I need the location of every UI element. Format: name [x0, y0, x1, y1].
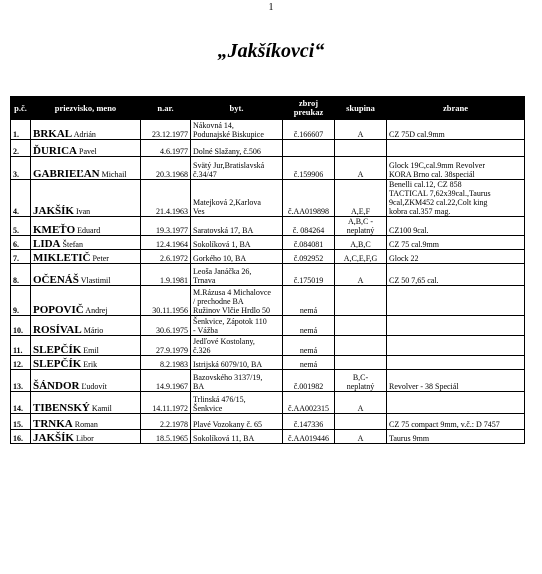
address-text: Sokolíková 11, BA	[193, 434, 255, 443]
weapon-permit	[283, 140, 335, 157]
row-index	[11, 316, 31, 336]
person-name	[31, 370, 141, 392]
given-name: Michail	[101, 170, 127, 179]
header-name: priezvisko, meno	[31, 97, 141, 120]
page-number: 1	[268, 2, 274, 13]
weapons	[387, 316, 525, 336]
permit-group	[335, 180, 387, 217]
address	[191, 370, 283, 392]
address-text: Dolné Slažany, č.506	[193, 147, 261, 156]
table-row	[11, 120, 525, 140]
birth-date-text: 8.2.1983	[160, 360, 188, 369]
birth-date-text: 1.9.1981	[160, 276, 188, 285]
permit-text: č.147336	[293, 420, 324, 429]
birth-date	[141, 217, 191, 236]
given-name: Ľudovít	[81, 382, 107, 391]
permit-text: nemá	[299, 346, 318, 355]
permit-group	[335, 356, 387, 370]
address-text: Sokolíková 1, BA	[193, 240, 251, 249]
person-name	[31, 286, 141, 316]
permit-group	[335, 316, 387, 336]
surname: SLEPČÍK	[33, 344, 82, 356]
given-name: Eduard	[77, 226, 101, 235]
address-text: Matejková 2,Karlova Ves	[193, 198, 261, 216]
row-index-text: 9.	[13, 306, 19, 315]
weapon-permit	[283, 250, 335, 264]
given-name: Mário	[83, 326, 104, 335]
table-row	[11, 180, 525, 217]
person-name	[31, 336, 141, 356]
weapons	[387, 336, 525, 356]
row-index	[11, 140, 31, 157]
person-name	[31, 140, 141, 157]
weapons-text: Taurus 9mm	[389, 434, 430, 443]
birth-date	[141, 264, 191, 286]
permit-group	[335, 370, 387, 392]
address	[191, 217, 283, 236]
weapons	[387, 250, 525, 264]
given-name: Pavel	[79, 147, 97, 156]
given-name: Roman	[74, 420, 98, 429]
row-index-text: 12.	[13, 360, 23, 369]
address-text: Bazovského 3137/19, BA	[193, 373, 263, 391]
weapon-permit	[283, 120, 335, 140]
table-row	[11, 414, 525, 430]
weapon-permit	[283, 316, 335, 336]
weapons	[387, 264, 525, 286]
table-row	[11, 392, 525, 414]
surname: BRKAL	[33, 128, 73, 140]
address	[191, 157, 283, 180]
row-index	[11, 370, 31, 392]
person-name	[31, 236, 141, 250]
surname: ŠÁNDOR	[33, 380, 80, 392]
row-index-text: 3.	[13, 170, 19, 179]
weapon-permit	[283, 336, 335, 356]
surname: JAKŠÍK	[33, 432, 74, 444]
weapons-text: Glock 19C,cal.9mm Revolver KORA Brno cal. 38speciál	[389, 161, 485, 179]
given-name: Peter	[92, 254, 109, 263]
table-row	[11, 140, 525, 157]
row-index-text: 1.	[13, 130, 19, 139]
group-text: A	[357, 170, 364, 179]
table-row	[11, 336, 525, 356]
weapons-text: Revolver - 38 Speciál	[389, 382, 459, 391]
given-name: Vlastimil	[80, 276, 111, 285]
weapons-text: CZ 75D cal.9mm	[389, 130, 445, 139]
address-text: Jedľové Kostolany, č.326	[193, 337, 255, 355]
permit-group	[335, 217, 387, 236]
surname: TIBENSKÝ	[33, 402, 90, 414]
given-name: Ivan	[75, 207, 91, 216]
permit-text: nemá	[299, 360, 318, 369]
row-index-text: 14.	[13, 404, 23, 413]
row-index-text: 6.	[13, 240, 19, 249]
weapons-text: Glock 22	[389, 254, 419, 263]
person-name	[31, 316, 141, 336]
address	[191, 356, 283, 370]
group-text: B,C- neplatný	[346, 373, 375, 391]
row-index	[11, 264, 31, 286]
person-name	[31, 250, 141, 264]
address	[191, 430, 283, 444]
address	[191, 120, 283, 140]
address	[191, 336, 283, 356]
permit-group	[335, 120, 387, 140]
row-index	[11, 392, 31, 414]
weapons	[387, 356, 525, 370]
birth-date-text: 14.11.1972	[152, 404, 188, 413]
surname: SLEPČÍK	[33, 358, 82, 370]
weapon-permit	[283, 430, 335, 444]
row-index	[11, 286, 31, 316]
person-name	[31, 430, 141, 444]
roster-table	[10, 96, 525, 444]
birth-date-text: 27.9.1979	[156, 346, 188, 355]
permit-text: č.175019	[293, 276, 324, 285]
birth-date	[141, 336, 191, 356]
weapons	[387, 430, 525, 444]
surname: LIDA	[33, 238, 61, 250]
birth-date	[141, 392, 191, 414]
row-index-text: 2.	[13, 147, 19, 156]
weapons	[387, 180, 525, 217]
address-text: Leoša Janáčka 26, Trnava	[193, 267, 252, 285]
row-index-text: 13.	[13, 382, 23, 391]
weapons	[387, 392, 525, 414]
birth-date-text: 30.11.1956	[152, 306, 188, 315]
weapons	[387, 414, 525, 430]
surname: MIKLETIČ	[33, 252, 91, 264]
birth-date	[141, 120, 191, 140]
permit-text: č.AA002315	[287, 404, 330, 413]
header-born: n.ar.	[141, 97, 191, 120]
permit-text: č.159906	[293, 170, 324, 179]
person-name	[31, 392, 141, 414]
permit-text: nemá	[299, 306, 318, 315]
row-index	[11, 217, 31, 236]
birth-date	[141, 316, 191, 336]
person-name	[31, 157, 141, 180]
permit-text: č.092952	[293, 254, 324, 263]
surname: OČENÁŠ	[33, 274, 79, 286]
row-index	[11, 414, 31, 430]
header-address: byt.	[191, 97, 283, 120]
weapons	[387, 140, 525, 157]
permit-group	[335, 286, 387, 316]
row-index	[11, 250, 31, 264]
permit-group	[335, 140, 387, 157]
weapon-permit	[283, 157, 335, 180]
person-name	[31, 120, 141, 140]
address	[191, 392, 283, 414]
weapons	[387, 370, 525, 392]
group-text: A,C,E,F,G	[343, 254, 378, 263]
group-text: A	[357, 276, 364, 285]
given-name: Andrej	[85, 306, 108, 315]
weapons-text: CZ 50 7,65 cal.	[389, 276, 439, 285]
row-index	[11, 336, 31, 356]
row-index-text: 15.	[13, 420, 23, 429]
surname: POPOVIČ	[33, 304, 84, 316]
weapon-permit	[283, 286, 335, 316]
permit-group	[335, 392, 387, 414]
given-name: Libor	[75, 434, 94, 443]
permit-text: č. 084264	[292, 226, 325, 235]
birth-date	[141, 356, 191, 370]
surname: JAKŠÍK	[33, 205, 74, 217]
address	[191, 286, 283, 316]
address-text: M.Rázusa 4 Michalovce / prechodne BA Ružinov Vlčie Hrdlo 50	[193, 288, 271, 315]
table-row	[11, 370, 525, 392]
weapons	[387, 120, 525, 140]
weapon-permit	[283, 370, 335, 392]
address	[191, 180, 283, 217]
permit-group	[335, 430, 387, 444]
address	[191, 140, 283, 157]
table-row	[11, 316, 525, 336]
permit-group	[335, 336, 387, 356]
group-text: A,B,C - neplatný	[346, 217, 375, 235]
permit-text: č.AA019898	[287, 207, 330, 216]
address-text: Trlinská 476/15, Šenkvice	[193, 395, 246, 413]
table-row	[11, 286, 525, 316]
permit-group	[335, 264, 387, 286]
birth-date-text: 2.6.1972	[160, 254, 188, 263]
birth-date	[141, 140, 191, 157]
person-name	[31, 217, 141, 236]
surname: ĎURICA	[33, 145, 77, 157]
row-index-text: 11.	[13, 346, 23, 355]
birth-date-text: 14.9.1967	[156, 382, 188, 391]
weapons	[387, 286, 525, 316]
header-permit: zbroj preukaz	[283, 97, 335, 120]
row-index	[11, 356, 31, 370]
weapon-permit	[283, 356, 335, 370]
address-text: Gorkého 10, BA	[193, 254, 247, 263]
birth-date	[141, 414, 191, 430]
birth-date	[141, 430, 191, 444]
address-text: Nákovná 14, Podunajské Biskupice	[193, 121, 264, 139]
header-idx: p.č.	[11, 97, 31, 120]
weapon-permit	[283, 180, 335, 217]
birth-date	[141, 180, 191, 217]
table-row	[11, 157, 525, 180]
address	[191, 264, 283, 286]
weapons	[387, 217, 525, 236]
address-text: Istrijská 6079/10, BA	[193, 360, 263, 369]
surname: KMEŤO	[33, 224, 76, 236]
birth-date	[141, 157, 191, 180]
weapon-permit	[283, 217, 335, 236]
table-row	[11, 236, 525, 250]
address	[191, 250, 283, 264]
surname: GABRIEĽAN	[33, 168, 100, 180]
person-name	[31, 264, 141, 286]
address-text: Plavé Vozokany č. 65	[193, 420, 263, 429]
row-index	[11, 157, 31, 180]
birth-date-text: 20.3.1968	[156, 170, 188, 179]
row-index-text: 10.	[13, 326, 23, 335]
group-text: A,B,C	[350, 240, 371, 249]
given-name: Adrián	[73, 130, 96, 139]
document-title: „Jakšíkovci“	[217, 40, 325, 62]
weapon-permit	[283, 264, 335, 286]
person-name	[31, 180, 141, 217]
given-name: Emil	[83, 346, 99, 355]
permit-text: č.001982	[293, 382, 324, 391]
given-name: Erik	[83, 360, 98, 369]
weapons-text: CZ 75 compact 9mm, v.č.: D 7457	[389, 420, 500, 429]
birth-date-text: 19.3.1977	[156, 226, 188, 235]
permit-group	[335, 157, 387, 180]
surname: ROSÍVAL	[33, 324, 82, 336]
birth-date	[141, 370, 191, 392]
weapon-permit	[283, 236, 335, 250]
birth-date-text: 4.6.1977	[160, 147, 188, 156]
table-row	[11, 430, 525, 444]
header-weapons: zbrane	[387, 97, 525, 120]
row-index	[11, 430, 31, 444]
permit-group	[335, 236, 387, 250]
group-text: A	[357, 130, 364, 139]
weapons-text: CZ100 9cal.	[389, 226, 429, 235]
group-text: A	[357, 434, 364, 443]
weapons-text: Benelli cal.12, CZ 858 TACTICAL 7,62x39cal.,Taurus 9cal,ZKM452 cal.22,Colt king kobra cal.357 mag.	[389, 180, 491, 216]
permit-text: nemá	[299, 326, 318, 335]
weapons	[387, 236, 525, 250]
birth-date-text: 30.6.1975	[156, 326, 188, 335]
birth-date	[141, 236, 191, 250]
address-text: Šenkvice, Zápotok 110 - Vážba	[193, 317, 267, 335]
row-index	[11, 180, 31, 217]
row-index-text: 16.	[13, 434, 23, 443]
address-text: Svätý Jur,Bratislavská č.34/47	[193, 161, 265, 179]
table-row	[11, 264, 525, 286]
birth-date	[141, 286, 191, 316]
permit-group	[335, 250, 387, 264]
birth-date	[141, 250, 191, 264]
permit-group	[335, 414, 387, 430]
birth-date-text: 12.4.1964	[156, 240, 188, 249]
given-name: Štefan	[62, 240, 83, 249]
address	[191, 316, 283, 336]
table-row	[11, 250, 525, 264]
given-name: Kamil	[91, 404, 112, 413]
permit-text: č.166607	[293, 130, 324, 139]
person-name	[31, 356, 141, 370]
group-text: A	[357, 404, 364, 413]
address	[191, 414, 283, 430]
row-index-text: 5.	[13, 226, 19, 235]
row-index-text: 4.	[13, 207, 19, 216]
permit-text: č.AA019446	[287, 434, 330, 443]
surname: TRNKA	[33, 418, 73, 430]
table-row	[11, 217, 525, 236]
permit-text: č.084081	[293, 240, 324, 249]
birth-date-text: 2.2.1978	[160, 420, 188, 429]
row-index	[11, 236, 31, 250]
birth-date-text: 18.5.1965	[156, 434, 188, 443]
weapons	[387, 157, 525, 180]
row-index-text: 8.	[13, 276, 19, 285]
weapon-permit	[283, 392, 335, 414]
address	[191, 236, 283, 250]
address-text: Saratovská 17, BA	[193, 226, 254, 235]
header-row	[11, 97, 525, 120]
table-row	[11, 356, 525, 370]
weapon-permit	[283, 414, 335, 430]
birth-date-text: 21.4.1963	[156, 207, 188, 216]
row-index	[11, 120, 31, 140]
header-group: skupina	[335, 97, 387, 120]
person-name	[31, 414, 141, 430]
birth-date-text: 23.12.1977	[152, 130, 188, 139]
weapons-text: CZ 75 cal.9mm	[389, 240, 439, 249]
group-text: A,E,F	[350, 207, 371, 216]
row-index-text: 7.	[13, 254, 19, 263]
